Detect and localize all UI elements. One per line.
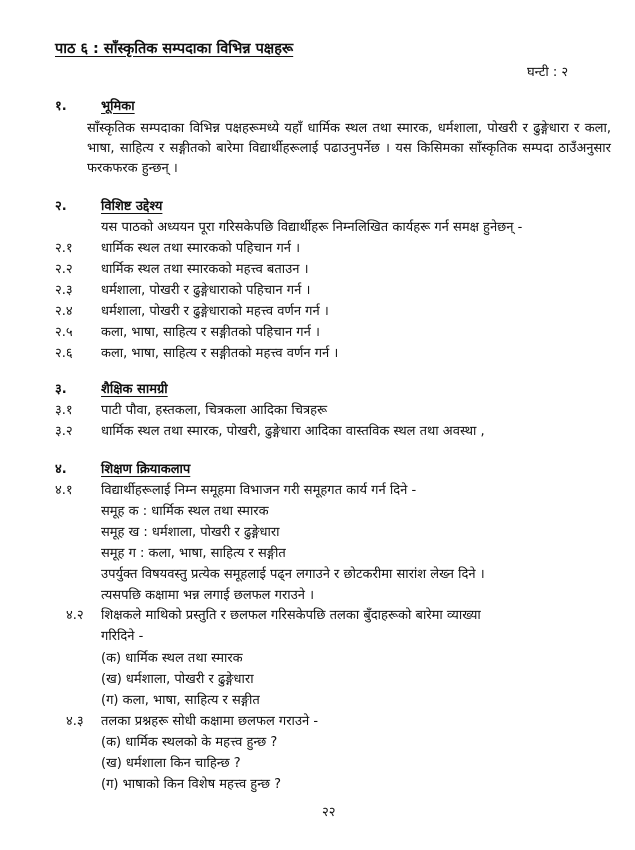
list-item-number: २.५ [55, 325, 73, 340]
list-item-number: २.४ [55, 304, 73, 319]
objective-item: धर्मशाला, पोखरी र ढुङ्गेधाराको पहिचान गर्न । [101, 283, 311, 298]
explanation-point: (ख) धर्मशाला, पोखरी र ढुङ्गेधारा [101, 672, 254, 687]
objective-item: धार्मिक स्थल तथा स्मारकको पहिचान गर्न । [101, 241, 301, 256]
activity-text: तलका प्रश्नहरू सोधी कक्षामा छलफल गराउने - [101, 714, 319, 729]
section-number: ४. [55, 462, 67, 477]
section-heading-activities: शिक्षण क्रियाकलाप [101, 462, 191, 477]
explanation-point: (ग) कला, भाषा, साहित्य र सङ्गीत [101, 693, 260, 708]
explanation-point: (क) धार्मिक स्थल तथा स्मारक [101, 651, 243, 666]
list-item-number: २.२ [55, 262, 73, 277]
activity-text: उपर्युक्त विषयवस्तु प्रत्येक समूहलाई पढ्न लगाउने र छोटकरीमा सारांश लेख्न दिने । [101, 567, 485, 582]
objective-item: कला, भाषा, साहित्य र सङ्गीतको महत्त्व वर्णन गर्न । [101, 346, 339, 361]
period-count: घन्टी : २ [527, 65, 569, 80]
page-number: २२ [322, 805, 336, 820]
question-item: (ख) धर्मशाला किन चाहिन्छ ? [101, 756, 241, 771]
section-heading-materials: शैक्षिक सामग्री [101, 382, 168, 397]
material-item: धार्मिक स्थल तथा स्मारक, पोखरी, ढुङ्गेधारा आदिका वास्तविक स्थल तथा अवस्था , [101, 424, 485, 439]
objective-item: कला, भाषा, साहित्य र सङ्गीतको पहिचान गर्न । [101, 325, 320, 340]
list-item-number: ४.१ [55, 483, 73, 498]
list-item-number: ४.२ [66, 608, 84, 623]
section-heading-objectives: विशिष्ट उद्देश्य [101, 199, 163, 214]
group-item: समूह ख : धर्मशाला, पोखरी र ढुङ्गेधारा [101, 525, 280, 540]
group-item: समूह क : धार्मिक स्थल तथा स्मारक [101, 504, 269, 519]
section-number: ३. [55, 382, 67, 397]
list-item-number: ३.१ [55, 403, 73, 418]
list-item-number: ३.२ [55, 424, 73, 439]
objective-item: धार्मिक स्थल तथा स्मारकको महत्त्व बताउन । [101, 262, 309, 277]
introduction-paragraph: साँस्कृतिक सम्पदाका विभिन्न पक्षहरूमध्ये यहाँ धार्मिक स्थल तथा स्मारक, धर्मशाला, पोखरी र ढुङ्गेधारा र कला, भाषा, साहित्य र सङ्गीतको बारेमा विद्यार्थीहरूलाई पढाउनुपर्नेछ । यस किसिमका साँस्कृतिक सम्पदा ठाउँअनुसार फरकफरक हुन्छन् । [87, 121, 611, 176]
activity-text: शिक्षकले माथिको प्रस्तुति र छलफल गरिसकेपछि तलका बुँदाहरूको बारेमा व्याख्या [101, 608, 481, 623]
material-item: पाटी पौवा, हस्तकला, चित्रकला आदिका चित्रहरू [101, 403, 328, 418]
activity-text: विद्यार्थीहरूलाई निम्न समूहमा विभाजन गरी समूहगत कार्य गर्न दिने - [101, 483, 417, 498]
activity-text: त्यसपछि कक्षामा भन्न लगाई छलफल गराउने । [101, 588, 315, 603]
page-title: पाठ ६ : साँस्कृतिक सम्पदाका विभिन्न पक्षहरू [55, 41, 294, 57]
section-number: २. [55, 199, 67, 214]
list-item-number: ४.३ [66, 714, 84, 729]
group-item: समूह ग : कला, भाषा, साहित्य र सङ्गीत [101, 546, 286, 561]
list-item-number: २.६ [55, 346, 73, 361]
list-item-number: २.३ [55, 283, 73, 298]
question-item: (क) धार्मिक स्थलको के महत्त्व हुन्छ ? [101, 735, 278, 750]
question-item: (ग) भाषाको किन विशेष महत्त्व हुन्छ ? [101, 777, 282, 792]
section-number: १. [55, 99, 67, 114]
section-heading-introduction: भूमिका [101, 99, 135, 114]
activity-text: गरिदिने - [101, 629, 144, 644]
objectives-intro: यस पाठको अध्ययन पूरा गरिसकेपछि विद्यार्थीहरू निम्नलिखित कार्यहरू गर्न समक्ष हुनेछन् - [101, 220, 523, 235]
objective-item: धर्मशाला, पोखरी र ढुङ्गेधाराको महत्त्व वर्णन गर्न । [101, 304, 329, 319]
list-item-number: २.१ [55, 241, 73, 256]
